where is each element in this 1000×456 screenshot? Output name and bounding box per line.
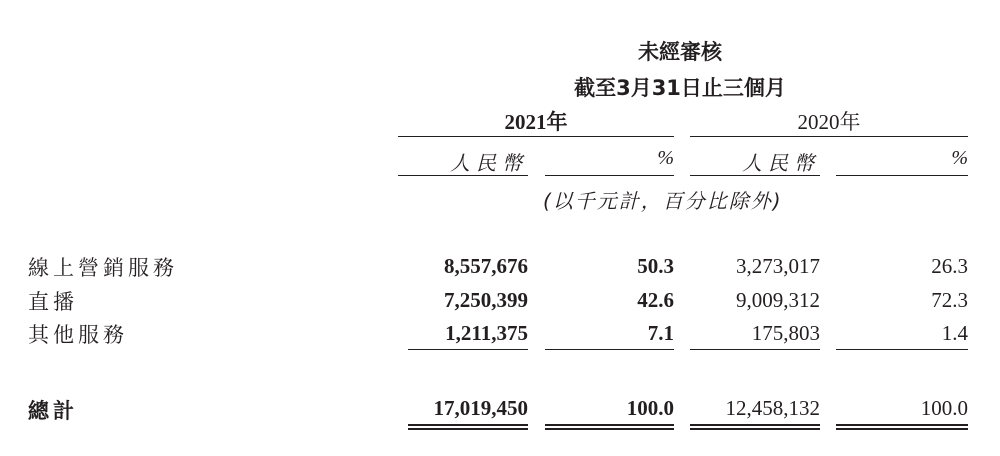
value-2021: 1,211,375 [445, 321, 528, 345]
percent-2020: 1.4 [941, 321, 968, 345]
row-label: 其他服務 [28, 323, 128, 347]
col-2021-currency: 人民幣 [450, 151, 528, 175]
col-2020-currency: 人民幣 [742, 151, 820, 175]
total-double-rule [545, 424, 674, 430]
value-2021: 8,557,676 [444, 254, 528, 278]
value-2021: 7,250,399 [444, 288, 528, 312]
total-label: 總計 [28, 399, 78, 423]
year-2021: 2021年 [504, 110, 568, 134]
percent-2021: 7.1 [647, 321, 674, 345]
col-rule [836, 175, 968, 176]
percent-2021: 50.3 [637, 254, 674, 278]
year-2020: 2020年 [797, 110, 861, 134]
subtotal-rule [545, 349, 674, 350]
total-double-rule [408, 424, 528, 430]
subtotal-rule [408, 349, 528, 350]
total-2020: 12,458,132 [725, 396, 820, 420]
total-percent-2021: 100.0 [626, 396, 674, 420]
col-rule [690, 175, 820, 176]
total-2021: 17,019,450 [433, 396, 528, 420]
row-label: 線上營銷服務 [28, 256, 178, 280]
col-2021-percent: % [657, 147, 674, 169]
value-2020: 3,273,017 [736, 254, 820, 278]
year-2021-rule [398, 136, 674, 137]
header-unaudited: 未經審核 [638, 40, 722, 64]
percent-2021: 42.6 [637, 288, 674, 312]
year-2020-rule [690, 136, 968, 137]
header-period: 截至3月31日止三個月 [574, 76, 786, 100]
col-2020-percent: % [951, 147, 968, 169]
subtotal-rule [690, 349, 820, 350]
total-percent-2020: 100.0 [920, 396, 968, 420]
total-double-rule [836, 424, 968, 430]
value-2020: 175,803 [751, 321, 820, 345]
row-label: 直播 [28, 290, 78, 314]
total-double-rule [690, 424, 820, 430]
col-rule [545, 175, 674, 176]
value-2020: 9,009,312 [736, 288, 820, 312]
percent-2020: 26.3 [931, 254, 968, 278]
subtotal-rule [836, 349, 968, 350]
units-note: (以千元計，百分比除外) [543, 189, 783, 213]
percent-2020: 72.3 [931, 288, 968, 312]
col-rule [398, 175, 528, 176]
